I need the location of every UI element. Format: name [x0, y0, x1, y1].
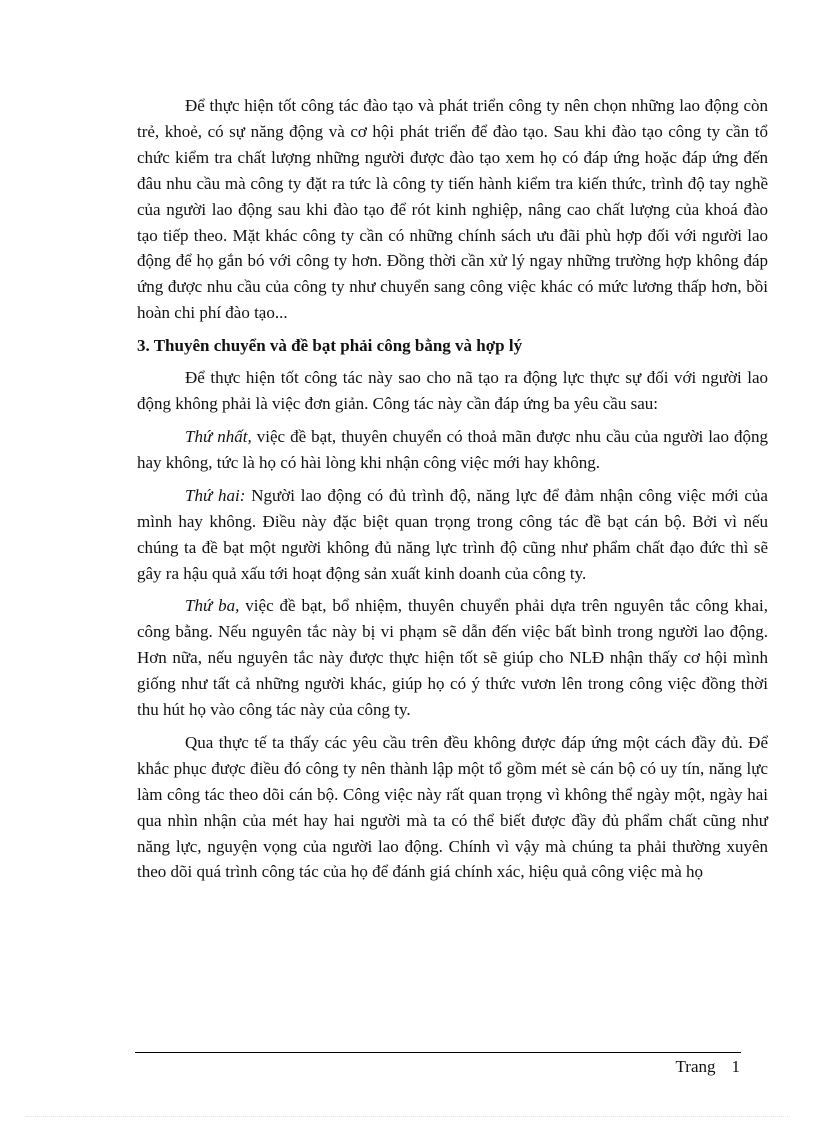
- paragraph-training: Để thực hiện tốt công tác đào tạo và phát triển công ty nên chọn những lao động còn trẻ, khoẻ, có sự năng động và cơ hội phát triển để đào tạo. Sau khi đào tạo công ty cần tổ chức kiểm tra chất lượng những người được đào tạo xem họ có đáp ứng hoặc đáp ứng đến đâu nhu cầu mà công ty đặt ra tức là công ty tiến hành kiểm tra kiến thức, trình độ tay nghề của người lao động sau khi đào tạo để rót kinh nghiệp, nâng cao chất lượng của khoá đào tạo tiếp theo. Mặt khác công ty cần có những chính sách ưu đãi phù hợp đối với người lao động để họ gắn bó với công ty hơn. Đồng thời cần xử lý ngay những trường hợp không đáp ứng được nhu cầu của công ty như chuyển sang công việc khác có mức lương thấp hơn, bồi hoàn chi phí đào tạo...: [137, 96, 768, 323]
- footer-divider: [135, 1052, 741, 1053]
- page-body: [137, 93, 768, 885]
- requirement-second: [137, 483, 768, 587]
- page-number: 1: [731, 1057, 740, 1076]
- requirement-third: [137, 593, 768, 723]
- requirement-second-text: Người lao động có đủ trình độ, năng lực để đảm nhận công việc mới của mình hay không. Điều này đặc biệt quan trọng trong công tác đề bạt cán bộ. Bởi vì nếu chúng ta đề bạt một người không đủ năng lực trình độ cũng như phẩm chất đạo đức thì sẽ gây ra hậu quả xấu tới hoạt động sản xuất kinh doanh của công ty.: [137, 485, 768, 583]
- requirement-first: [137, 424, 768, 476]
- requirement-third-text: việc đề bạt, bổ nhiệm, thuyên chuyển phải dựa trên nguyên tắc công khai, công bằng. Nếu nguyên tắc này bị vi phạm sẽ dẫn đến việc bất bình trong người lao động. Hơn nữa, nếu nguyên tắc này được thực hiện tốt sẽ giúp cho NLĐ nhận thấy cơ hội mình giống như tất cả những người khác, giúp họ có ý thức vươn lên trong công việc đồng thời thu hút họ vào công tác này của công ty.: [137, 596, 768, 720]
- page-label: Trang: [675, 1057, 716, 1076]
- requirement-third-lead: Thứ ba,: [185, 596, 240, 616]
- paragraph-intro-requirements: Để thực hiện tốt công tác này sao cho nã tạo ra động lực thực sự đối với người lao động không phải là việc đơn giản. Công tác này cần đáp ứng ba yêu cầu sau:: [137, 368, 768, 414]
- requirement-first-lead: Thứ nhất,: [185, 426, 252, 446]
- page-bottom-border: [26, 1116, 790, 1117]
- requirement-first-text: việc đề bạt, thuyên chuyển có thoả mãn được nhu cầu của người lao động hay không, tức là họ có hài lòng khi nhận công việc mới hay không.: [137, 426, 769, 472]
- section-heading: 3. Thuyên chuyển và đề bạt phải công bằng và hợp lý: [137, 336, 523, 356]
- paragraph-conclusion: Qua thực tế ta thấy các yêu cầu trên đều không được đáp ứng một cách đầy đủ. Để khắc phục được điều đó công ty nên thành lập một tổ gồm mét sè cán bộ có uy tín, năng lực làm công tác theo dõi cán bộ. Công việc này rất quan trọng vì không thể ngày một, ngày hai qua nhìn nhận của mét hay hai người mà ta có thể biết được đầy đủ phẩm chất cũng như năng lực, nguyện vọng của người lao động. Chính vì vậy mà chúng ta phải thường xuyên theo dõi quá trình công tác của họ để đánh giá chính xác, hiệu quả công việc mà họ: [137, 732, 768, 882]
- requirement-second-lead: Thứ hai:: [185, 485, 246, 505]
- page-footer: [640, 1054, 740, 1079]
